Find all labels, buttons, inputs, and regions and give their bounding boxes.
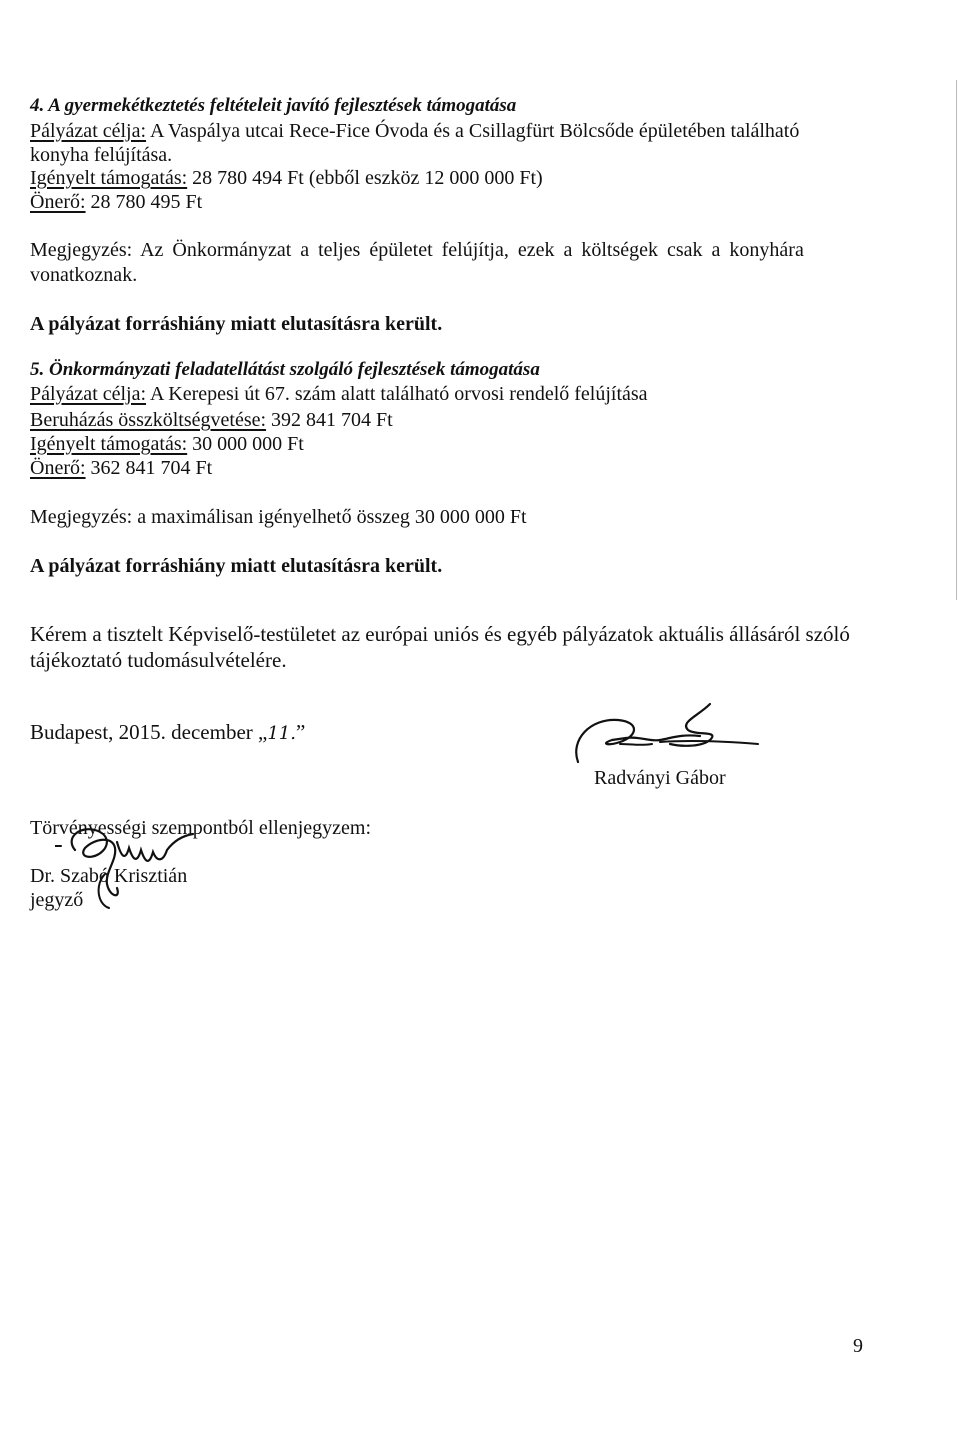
section-4-heading: 4. A gyermekétkeztetés feltételeit javító fejlesztések támogatása: [30, 95, 517, 116]
notary-title: jegyző: [30, 889, 84, 911]
section-5-heading: 5. Önkormányzati feladatellátást szolgáló fejlesztések támogatása: [30, 359, 540, 380]
date-suffix: ”: [295, 720, 306, 744]
section-5-result: A pályázat forráshiány miatt elutasításra került.: [30, 555, 443, 577]
section-4-note-cont: vonatkoznak.: [30, 264, 138, 286]
section-5-own-value: 362 841 704 Ft: [85, 457, 213, 479]
section-4-result: A pályázat forráshiány miatt elutasításra került.: [30, 313, 443, 335]
section-5-requested: [30, 432, 304, 456]
date-day: 11.: [267, 723, 296, 744]
section-5-own: [30, 456, 212, 480]
section-4-own-value: 28 780 495 Ft: [85, 191, 203, 213]
section-5-requested-label: Igényelt támogatás:: [30, 433, 188, 455]
section-5-budget: [30, 408, 393, 432]
section-5-own-label: Önerő:: [30, 457, 86, 479]
date-prefix: Budapest, 2015. december „: [30, 720, 268, 744]
legal-countersign-note: Törvényességi szempontból ellenjegyzem:: [30, 817, 372, 839]
section-5-budget-value: 392 841 704 Ft: [266, 409, 393, 431]
section-5-requested-value: 30 000 000 Ft: [187, 433, 304, 455]
notary-name: Dr. Szabó Krisztián: [30, 865, 188, 887]
section-5-note: Megjegyzés: a maximálisan igényelhető összeg 30 000 000 Ft: [30, 506, 527, 528]
section-4-requested-value: 28 780 494 Ft (ebből eszköz 12 000 000 Ft): [187, 167, 543, 189]
section-4-requested-label: Igényelt támogatás:: [30, 167, 188, 189]
section-5-purpose-text: A Kerepesi út 67. szám alatt található orvosi rendelő felújítása: [146, 383, 648, 405]
date-line: [30, 720, 305, 746]
closing-request: Kérem a tisztelt Képviselő-testületet az európai uniós és egyéb pályázatok aktuális állásáról szóló: [30, 622, 850, 646]
section-4-purpose: [30, 119, 799, 143]
scan-edge-line: [956, 80, 957, 600]
section-5-purpose: [30, 382, 648, 406]
section-4-own-label: Önerő:: [30, 191, 86, 213]
page-number: 9: [853, 1335, 863, 1357]
section-4-note: Megjegyzés: Az Önkormányzat a teljes épületet felújítja, ezek a költségek csak a konyhára: [30, 239, 804, 261]
section-4-purpose-label: Pályázat célja:: [30, 120, 147, 142]
section-4-own: [30, 190, 202, 214]
section-4-requested: [30, 166, 543, 190]
mayor-name: Radványi Gábor: [594, 767, 726, 789]
section-5-budget-label: Beruházás összköltségvetése:: [30, 409, 267, 431]
section-4-purpose-text: A Vaspálya utcai Rece-Fice Óvoda és a Csillagfürt Bölcsőde épületében található: [146, 120, 800, 142]
closing-request-cont: tájékoztató tudomásulvételére.: [30, 648, 287, 672]
section-5-purpose-label: Pályázat célja:: [30, 383, 147, 405]
section-4-purpose-cont: konyha felújítása.: [30, 144, 173, 166]
